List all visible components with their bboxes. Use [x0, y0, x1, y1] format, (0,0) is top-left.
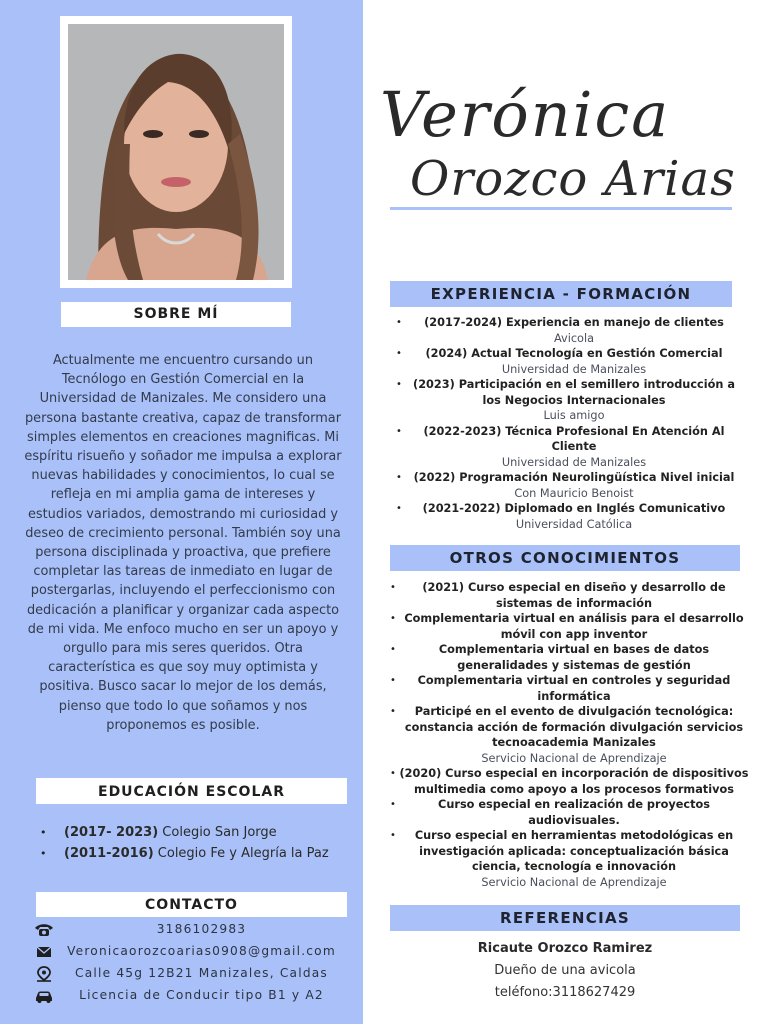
education-school: Colegio San Jorge — [158, 825, 277, 840]
experience-title: • (2022-2023) Técnica Profesional En Atención Al Cliente — [423, 424, 725, 453]
last-name: Orozco Arias — [410, 151, 736, 207]
location-pin-icon — [33, 966, 55, 982]
knowledge-heading: OTROS CONOCIMIENTOS — [390, 545, 740, 571]
contact-address — [30, 962, 355, 984]
car-icon — [33, 988, 55, 1004]
knowledge-title: • Complementaria virtual en bases de datos generalidades y sistemas de gestión — [438, 643, 710, 672]
about-heading: SOBRE MÍ — [61, 302, 291, 327]
education-heading: EDUCACIÓN ESCOLAR — [36, 778, 347, 804]
knowledge-title: • Participé en el evento de divulgación tecnológica: constancia acción de formación divulgación servicios tecnoacademia Manizales — [404, 705, 744, 749]
profile-photo — [68, 24, 284, 280]
education-list — [40, 822, 350, 864]
experience-title: • (2024) Actual Tecnología en Gestión Comercial — [425, 347, 723, 360]
knowledge-title: • Curso especial en realización de proyectos audiovisuales. — [438, 798, 710, 827]
knowledge-item — [398, 797, 750, 828]
knowledge-institution: Servicio Nacional de Aprendizaje — [481, 751, 667, 765]
experience-title: • (2017-2024) Experiencia en manejo de clientes — [424, 316, 724, 329]
experience-place: Con Mauricio Benoist — [514, 486, 634, 500]
experience-item — [404, 346, 744, 377]
education-school: Colegio Fe y Alegría la Paz — [153, 846, 329, 861]
experience-item — [404, 470, 744, 501]
education-years: (2011-2016) — [64, 846, 154, 861]
knowledge-institution: Servicio Nacional de Aprendizaje — [481, 875, 667, 889]
phone-text: 3186102983 — [156, 922, 247, 936]
education-years: (2017- 2023) — [64, 825, 159, 840]
education-item — [40, 822, 350, 843]
contact-list — [30, 918, 355, 1006]
education-item — [40, 843, 350, 864]
name-divider — [390, 207, 732, 210]
knowledge-item — [398, 704, 750, 766]
knowledge-item — [398, 611, 750, 642]
experience-item — [404, 377, 744, 424]
reference-phone[interactable]: teléfono:3118627429 — [494, 985, 636, 1000]
knowledge-title: • (2021) Curso especial en diseño y desarrollo de sistemas de información — [422, 581, 726, 610]
about-text: Actualmente me encuentro cursando un Tecnólogo en Gestión Comercial en la Universidad de Manizales. Me considero una persona bastante creativa, capaz de transformar simples elementos en creaciones magnificas. Mi espíritu risueño y soñador me impulsa a explorar nuevas habilidades y conocimientos, lo cual se refleja en mi amplia gama de intereses y estudios variados, demostrando mi curiosidad y deseo de crecimiento personal. También soy una persona disciplinada y proactiva, que prefiere completar las tareas de inmediato en lugar de postergarlas, incluyendo el perfeccionismo con dedicación a planificar y organizar cada aspecto de mi vida. Me enfoco mucho en ser un apoyo y orgullo para mis seres queridos. Otra característica es que soy muy optimista y positiva. Busco sacar lo mejor de los demás, pienso que todo lo que soñamos y nos proponemos es posible. — [24, 353, 342, 733]
experience-place: Universidad de Manizales — [501, 362, 647, 376]
contact-email[interactable] — [30, 940, 355, 962]
experience-place: Luis amigo — [543, 409, 605, 422]
left-sidebar — [0, 0, 363, 1024]
license-text: Licencia de Conducir tipo B1 y A2 — [79, 988, 324, 1002]
mail-icon — [33, 944, 55, 960]
reference-role: Dueño de una avicola — [494, 963, 636, 978]
knowledge-item — [398, 766, 750, 797]
knowledge-list — [398, 580, 750, 890]
knowledge-item — [398, 673, 750, 704]
experience-place: Avicola — [553, 331, 595, 345]
experience-title: • (2021-2022) Diplomado en Inglés Comunicativo — [422, 502, 726, 515]
experience-item — [404, 315, 744, 346]
experience-item — [404, 501, 744, 532]
phone-icon — [33, 922, 55, 938]
knowledge-item — [398, 642, 750, 673]
first-name: Verónica — [380, 78, 671, 151]
knowledge-title: • Curso especial en herramientas metodológicas en investigación aplicada: conceptualización básica ciencia, tecnología e innovación — [414, 829, 734, 873]
knowledge-title: • Complementaria virtual en análisis para el desarrollo móvil con app inventor — [404, 612, 744, 641]
references-heading: REFERENCIAS — [390, 905, 740, 931]
knowledge-title: • Complementaria virtual en controles y seguridad informática — [417, 674, 731, 703]
contact-heading: CONTACTO — [36, 892, 347, 917]
name-signature — [330, 40, 768, 210]
experience-place: Universidad de Manizales — [501, 455, 647, 469]
knowledge-item — [398, 580, 750, 611]
reference-card — [390, 938, 740, 1004]
profile-photo-frame — [60, 16, 292, 288]
experience-title: • (2022) Programación Neurolingüística Nivel inicial — [413, 471, 735, 484]
knowledge-title: • (2020) Curso especial en incorporación de dispositivos multimedia como apoyo a los procesos formativos — [399, 767, 749, 796]
address-text: Calle 45g 12B21 Manizales, Caldas — [75, 966, 328, 980]
email-text: Veronicaorozcoarias0908@gmail.com — [67, 944, 336, 958]
experience-item — [404, 424, 744, 471]
experience-title: • (2023) Participación en el semillero introducción a los Negocios Internacionales — [413, 378, 735, 407]
contact-license — [30, 984, 355, 1006]
experience-place: Universidad Católica — [515, 517, 633, 531]
experience-heading: EXPERIENCIA - FORMACIÓN — [390, 281, 732, 307]
experience-list — [404, 315, 744, 532]
knowledge-item — [398, 828, 750, 890]
reference-name: Ricaute Orozco Ramirez — [477, 941, 653, 956]
contact-phone[interactable] — [30, 918, 355, 940]
